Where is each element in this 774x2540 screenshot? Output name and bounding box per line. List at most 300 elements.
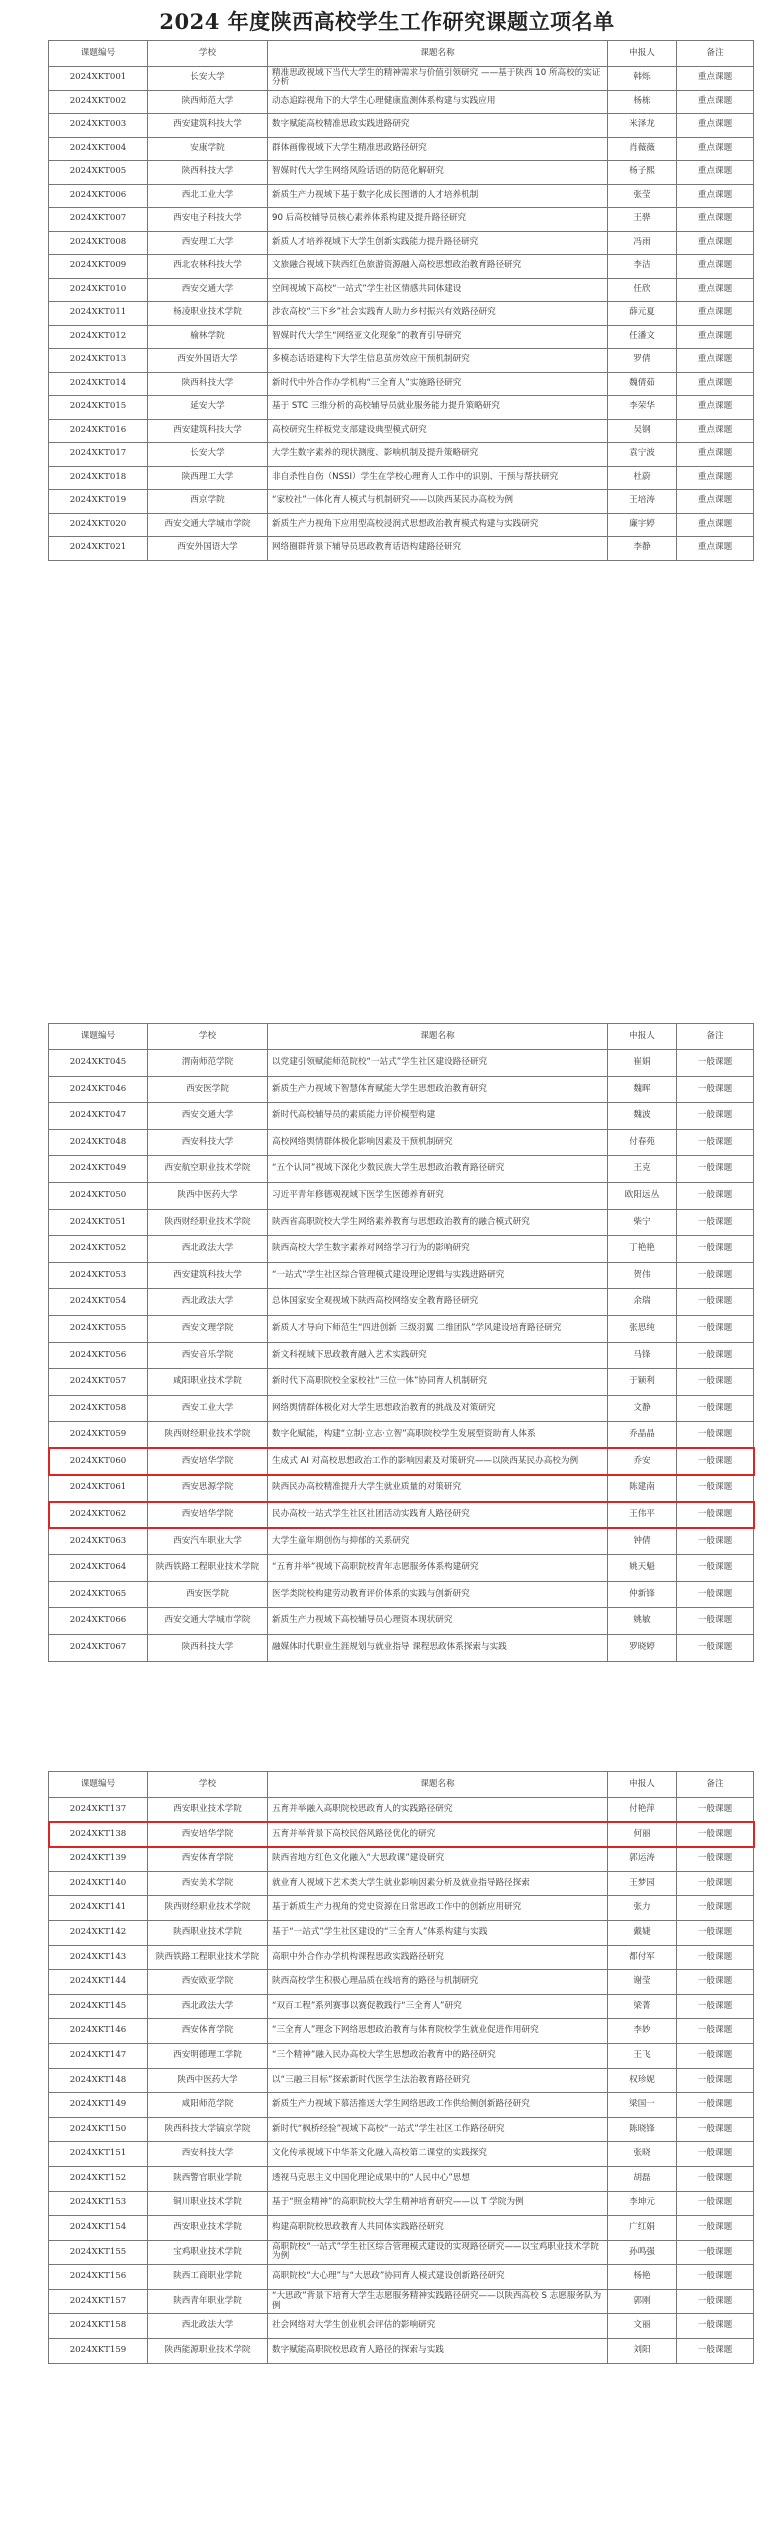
cell-note: 一般课题 xyxy=(677,1076,754,1103)
cell-applicant: 张力 xyxy=(608,1896,677,1921)
cell-school: 西安科技大学 xyxy=(148,1129,268,1156)
table-row xyxy=(49,1635,754,1662)
table-row xyxy=(49,396,754,420)
cell-code: 2024XKT018 xyxy=(49,466,148,490)
cell-code: 2024XKT139 xyxy=(49,1847,148,1872)
cell-school: 陕西科技大学 xyxy=(148,372,268,396)
cell-school: 西安体育学院 xyxy=(148,1847,268,1872)
cell-title: “三全育人”理念下网络思想政治教育与体育院校学生就业促进作用研究 xyxy=(268,2019,608,2044)
cell-school: 陕西铁路工程职业技术学院 xyxy=(148,1555,268,1582)
cell-note: 一般课题 xyxy=(677,2216,754,2241)
cell-school: 西安理工大学 xyxy=(148,231,268,255)
cell-code: 2024XKT143 xyxy=(49,1945,148,1970)
cell-title: 高职院校“一站式”学生社区综合管理模式建设的实现路径研究——以宝鸡职业技术学院为例 xyxy=(268,2240,608,2265)
cell-title: 五育并举融入高职院校思政育人的实践路径研究 xyxy=(268,1798,608,1823)
table-header-row xyxy=(49,1772,754,1798)
cell-title: 医学类院校构建劳动教育评价体系的实践与创新研究 xyxy=(268,1581,608,1608)
cell-applicant: 柴宁 xyxy=(608,1209,677,1236)
cell-code: 2024XKT007 xyxy=(49,208,148,232)
table-row xyxy=(49,1262,754,1289)
cell-school: 西北农林科技大学 xyxy=(148,255,268,279)
table-row xyxy=(49,513,754,537)
cell-note: 重点课题 xyxy=(677,537,754,561)
cell-title: 90 后高校辅导员核心素养体系构建及提升路径研究 xyxy=(268,208,608,232)
cell-title: 新时代中外合作办学机构“三全育人”实施路径研究 xyxy=(268,372,608,396)
cell-note: 一般课题 xyxy=(677,2191,754,2216)
cell-code: 2024XKT142 xyxy=(49,1920,148,1945)
table-row xyxy=(49,1581,754,1608)
cell-note: 重点课题 xyxy=(677,396,754,420)
cell-note: 重点课题 xyxy=(677,372,754,396)
column-header: 学校 xyxy=(148,1772,268,1798)
cell-note: 重点课题 xyxy=(677,466,754,490)
cell-school: 陕西警官职业学院 xyxy=(148,2166,268,2191)
cell-title: 基于“一站式”学生社区建设的“三全育人”体系构建与实践 xyxy=(268,1920,608,1945)
cell-school: 陕西科技大学 xyxy=(148,161,268,185)
cell-note: 一般课题 xyxy=(677,2142,754,2167)
cell-title: 高职院校“大心理”与“大思政”协同育人模式建设创新路径研究 xyxy=(268,2265,608,2290)
cell-code: 2024XKT002 xyxy=(49,90,148,114)
cell-title: 以“三融三目标”探索新时代医学生法治教育路径研究 xyxy=(268,2068,608,2093)
column-header: 课题名称 xyxy=(268,1024,608,1050)
cell-applicant: 仲新锋 xyxy=(608,1581,677,1608)
cell-note: 重点课题 xyxy=(677,278,754,302)
cell-note: 重点课题 xyxy=(677,184,754,208)
cell-note: 一般课题 xyxy=(677,1262,754,1289)
cell-school: 西安电子科技大学 xyxy=(148,208,268,232)
cell-applicant: 李妙 xyxy=(608,2019,677,2044)
cell-applicant: 郭刚 xyxy=(608,2289,677,2314)
cell-applicant: 钟倩 xyxy=(608,1528,677,1555)
cell-title: 空间视域下高校“一站式”学生社区情感共同体建设 xyxy=(268,278,608,302)
table-row xyxy=(49,1970,754,1995)
cell-title: “一站式”学生社区综合管理模式建设理论逻辑与实践进路研究 xyxy=(268,1262,608,1289)
cell-note: 重点课题 xyxy=(677,419,754,443)
cell-applicant: 李坤元 xyxy=(608,2191,677,2216)
table-row xyxy=(49,67,754,91)
cell-code: 2024XKT150 xyxy=(49,2117,148,2142)
cell-code: 2024XKT145 xyxy=(49,1994,148,2019)
cell-title: 数字化赋能，构建“立制·立志·立智”高职院校学生发展型资助育人体系 xyxy=(268,1422,608,1449)
cell-applicant: 杨栋 xyxy=(608,90,677,114)
cell-note: 重点课题 xyxy=(677,231,754,255)
cell-code: 2024XKT015 xyxy=(49,396,148,420)
cell-note: 重点课题 xyxy=(677,255,754,279)
cell-title: 智媒时代大学生网络风险话语的防范化解研究 xyxy=(268,161,608,185)
cell-title: 高职中外合作办学机构课程思政实践路径研究 xyxy=(268,1945,608,1970)
table-row xyxy=(49,302,754,326)
cell-note: 一般课题 xyxy=(677,1369,754,1396)
cell-applicant: 胡磊 xyxy=(608,2166,677,2191)
table-row xyxy=(49,208,754,232)
cell-code: 2024XKT001 xyxy=(49,67,148,91)
table-row xyxy=(49,537,754,561)
cell-code: 2024XKT009 xyxy=(49,255,148,279)
cell-note: 一般课题 xyxy=(677,1555,754,1582)
cell-note: 一般课题 xyxy=(677,1395,754,1422)
cell-code: 2024XKT019 xyxy=(49,490,148,514)
table-row xyxy=(49,1395,754,1422)
table-row xyxy=(49,1103,754,1130)
cell-note: 重点课题 xyxy=(677,302,754,326)
cell-code: 2024XKT055 xyxy=(49,1315,148,1342)
cell-code: 2024XKT137 xyxy=(49,1798,148,1823)
cell-code: 2024XKT050 xyxy=(49,1182,148,1209)
cell-title: 群体画像视域下大学生精准思政路径研究 xyxy=(268,137,608,161)
cell-school: 西安工业大学 xyxy=(148,1395,268,1422)
table-row xyxy=(49,2216,754,2241)
cell-code: 2024XKT047 xyxy=(49,1103,148,1130)
cell-title: 数字赋能高校精准思政实践进路研究 xyxy=(268,114,608,138)
table-header-row xyxy=(49,1024,754,1050)
cell-note: 一般课题 xyxy=(677,1050,754,1077)
cell-school: 西安文理学院 xyxy=(148,1315,268,1342)
cell-applicant: 梁菁 xyxy=(608,1994,677,2019)
cell-title: 陕西省地方红色文化融入“大思政课”建设研究 xyxy=(268,1847,608,1872)
cell-code: 2024XKT056 xyxy=(49,1342,148,1369)
table-row-highlighted xyxy=(49,1822,754,1847)
table-row xyxy=(49,2191,754,2216)
cell-applicant: 王培涛 xyxy=(608,490,677,514)
cell-school: 陕西科技大学镐京学院 xyxy=(148,2117,268,2142)
cell-title: 五育并举背景下高校民俗风路径优化的研究 xyxy=(268,1822,608,1847)
table-row xyxy=(49,349,754,373)
column-header: 课题编号 xyxy=(49,1024,148,1050)
cell-note: 一般课题 xyxy=(677,1945,754,1970)
cell-school: 延安大学 xyxy=(148,396,268,420)
table-row xyxy=(49,255,754,279)
cell-applicant: 罗倩 xyxy=(608,349,677,373)
cell-school: 西安外国语大学 xyxy=(148,537,268,561)
cell-applicant: 魏波 xyxy=(608,1103,677,1130)
cell-school: 西安职业技术学院 xyxy=(148,2216,268,2241)
cell-school: 西安欧亚学院 xyxy=(148,1970,268,1995)
cell-note: 重点课题 xyxy=(677,90,754,114)
cell-applicant: 任欣 xyxy=(608,278,677,302)
cell-title: 陕西高校大学生数字素养对网络学习行为的影响研究 xyxy=(268,1236,608,1263)
cell-title: 基于 STC 三维分析的高校辅导员就业服务能力提升策略研究 xyxy=(268,396,608,420)
cell-title: 新时代“枫桥经验”视域下高校“一站式”学生社区工作路径研究 xyxy=(268,2117,608,2142)
cell-applicant: 廉宇婷 xyxy=(608,513,677,537)
cell-code: 2024XKT008 xyxy=(49,231,148,255)
cell-applicant: 姚敏 xyxy=(608,1608,677,1635)
cell-applicant: 余瑞 xyxy=(608,1289,677,1316)
cell-title: “五个认同”视域下深化少数民族大学生思想政治教育路径研究 xyxy=(268,1156,608,1183)
cell-note: 一般课题 xyxy=(677,1896,754,1921)
cell-school: 铜川职业技术学院 xyxy=(148,2191,268,2216)
cell-note: 重点课题 xyxy=(677,208,754,232)
cell-school: 陕西财经职业技术学院 xyxy=(148,1896,268,1921)
cell-title: 陕西省高职院校大学生网络素养教育与思想政治教育的融合模式研究 xyxy=(268,1209,608,1236)
table-row xyxy=(49,1289,754,1316)
cell-applicant: 米泽龙 xyxy=(608,114,677,138)
cell-note: 重点课题 xyxy=(677,513,754,537)
table-row xyxy=(49,1945,754,1970)
cell-title: 总体国家安全观视域下陕西高校网络安全教育路径研究 xyxy=(268,1289,608,1316)
cell-title: 数字赋能高职院校思政育人路径的探索与实践 xyxy=(268,2339,608,2364)
cell-applicant: 文静 xyxy=(608,1395,677,1422)
cell-note: 一般课题 xyxy=(677,1822,754,1847)
cell-applicant: 贺伟 xyxy=(608,1262,677,1289)
cell-school: 陕西财经职业技术学院 xyxy=(148,1209,268,1236)
cell-note: 一般课题 xyxy=(677,2117,754,2142)
cell-applicant: 乔安 xyxy=(608,1448,677,1475)
cell-note: 一般课题 xyxy=(677,1289,754,1316)
column-header: 课题编号 xyxy=(49,41,148,67)
cell-applicant: 孙鸣强 xyxy=(608,2240,677,2265)
cell-code: 2024XKT052 xyxy=(49,1236,148,1263)
cell-applicant: 杨子熙 xyxy=(608,161,677,185)
cell-school: 长安大学 xyxy=(148,67,268,91)
table-row xyxy=(49,161,754,185)
table-row xyxy=(49,1896,754,1921)
cell-code: 2024XKT153 xyxy=(49,2191,148,2216)
cell-code: 2024XKT064 xyxy=(49,1555,148,1582)
table-row xyxy=(49,1528,754,1555)
cell-school: 西安明德理工学院 xyxy=(148,2043,268,2068)
cell-school: 陕西中医药大学 xyxy=(148,2068,268,2093)
cell-code: 2024XKT156 xyxy=(49,2265,148,2290)
table-row-highlighted xyxy=(49,1448,754,1475)
cell-title: 网络舆情群体极化对大学生思想政治教育的挑战及对策研究 xyxy=(268,1395,608,1422)
cell-applicant: 何丽 xyxy=(608,1822,677,1847)
cell-title: 文旅融合视域下陕西红色旅游资源融入高校思想政治教育路径研究 xyxy=(268,255,608,279)
table-row xyxy=(49,2142,754,2167)
cell-title: 新质人才导向下师范生“四进创新 三级羽翼 二维团队”学风建设培育路径研究 xyxy=(268,1315,608,1342)
cell-title: 新文科视域下思政教育融入艺术实践研究 xyxy=(268,1342,608,1369)
table-row xyxy=(49,1475,754,1502)
cell-title: 基于新质生产力视角的党史资源在日常思政工作中的创新应用研究 xyxy=(268,1896,608,1921)
cell-title: 新质生产力视域下高校辅导员心理资本现状研究 xyxy=(268,1608,608,1635)
table-row xyxy=(49,2240,754,2265)
cell-note: 一般课题 xyxy=(677,1103,754,1130)
table-row xyxy=(49,1209,754,1236)
cell-code: 2024XKT147 xyxy=(49,2043,148,2068)
column-header: 申报人 xyxy=(608,1024,677,1050)
cell-note: 一般课题 xyxy=(677,2339,754,2364)
cell-school: 西安建筑科技大学 xyxy=(148,114,268,138)
cell-title: 习近平青年修德观视域下医学生医德养育研究 xyxy=(268,1182,608,1209)
table-row xyxy=(49,2117,754,2142)
cell-note: 一般课题 xyxy=(677,2166,754,2191)
cell-school: 西北政法大学 xyxy=(148,1289,268,1316)
cell-code: 2024XKT057 xyxy=(49,1369,148,1396)
cell-school: 陕西中医药大学 xyxy=(148,1182,268,1209)
cell-note: 一般课题 xyxy=(677,1994,754,2019)
cell-title: 高校研究生样板党支部建设典型模式研究 xyxy=(268,419,608,443)
table-row xyxy=(49,231,754,255)
cell-applicant: 崔娟 xyxy=(608,1050,677,1077)
table-row xyxy=(49,1129,754,1156)
cell-applicant: 杨艳 xyxy=(608,2265,677,2290)
cell-code: 2024XKT155 xyxy=(49,2240,148,2265)
table-row xyxy=(49,1076,754,1103)
cell-code: 2024XKT066 xyxy=(49,1608,148,1635)
cell-note: 重点课题 xyxy=(677,137,754,161)
cell-applicant: 陈晓锋 xyxy=(608,2117,677,2142)
cell-applicant: 刘阳 xyxy=(608,2339,677,2364)
cell-applicant: 罗晓婷 xyxy=(608,1635,677,1662)
cell-applicant: 郭运涛 xyxy=(608,1847,677,1872)
cell-applicant: 魏倩茹 xyxy=(608,372,677,396)
cell-title: 智媒时代大学生“网络亚文化现象”的教育引导研究 xyxy=(268,325,608,349)
cell-code: 2024XKT005 xyxy=(49,161,148,185)
cell-school: 西安培华学院 xyxy=(148,1502,268,1529)
cell-school: 陕西职业技术学院 xyxy=(148,1920,268,1945)
column-header: 申报人 xyxy=(608,41,677,67)
cell-applicant: 王骅 xyxy=(608,208,677,232)
cell-code: 2024XKT149 xyxy=(49,2093,148,2118)
cell-code: 2024XKT051 xyxy=(49,1209,148,1236)
cell-code: 2024XKT154 xyxy=(49,2216,148,2241)
table-row xyxy=(49,419,754,443)
cell-school: 陕西理工大学 xyxy=(148,466,268,490)
cell-school: 西北政法大学 xyxy=(148,1994,268,2019)
cell-note: 重点课题 xyxy=(677,161,754,185)
cell-school: 安康学院 xyxy=(148,137,268,161)
cell-title: 新质生产力视域下基于数字化成长图谱的人才培养机制 xyxy=(268,184,608,208)
cell-title: 陕西高校学生积极心理品质在线培育的路径与机制研究 xyxy=(268,1970,608,1995)
cell-applicant: 张思纯 xyxy=(608,1315,677,1342)
table-row xyxy=(49,2043,754,2068)
cell-applicant: 戴婕 xyxy=(608,1920,677,1945)
cell-code: 2024XKT065 xyxy=(49,1581,148,1608)
table-row xyxy=(49,2289,754,2314)
cell-applicant: 于颖利 xyxy=(608,1369,677,1396)
cell-note: 一般课题 xyxy=(677,1528,754,1555)
cell-note: 一般课题 xyxy=(677,1920,754,1945)
table-header-row xyxy=(49,41,754,67)
cell-applicant: 付艳萍 xyxy=(608,1798,677,1823)
cell-school: 西安医学院 xyxy=(148,1076,268,1103)
cell-title: 基于“照金精神”的高职院校大学生精神培育研究——以 T 学院为例 xyxy=(268,2191,608,2216)
column-header: 备注 xyxy=(677,1024,754,1050)
cell-applicant: 魏晖 xyxy=(608,1076,677,1103)
cell-code: 2024XKT010 xyxy=(49,278,148,302)
cell-note: 一般课题 xyxy=(677,1475,754,1502)
cell-school: 西安美术学院 xyxy=(148,1871,268,1896)
cell-school: 宝鸡职业技术学院 xyxy=(148,2240,268,2265)
table-row xyxy=(49,1994,754,2019)
cell-school: 陕西铁路工程职业技术学院 xyxy=(148,1945,268,1970)
cell-school: 西安职业技术学院 xyxy=(148,1798,268,1823)
cell-applicant: 李洁 xyxy=(608,255,677,279)
cell-note: 一般课题 xyxy=(677,1581,754,1608)
cell-title: 新质生产力视角下应用型高校浸润式思想政治教育模式构建与实践研究 xyxy=(268,513,608,537)
cell-school: 西安汽车职业大学 xyxy=(148,1528,268,1555)
table-row xyxy=(49,2265,754,2290)
cell-title: 就业育人视域下艺术类大学生就业影响因素分析及就业指导路径探索 xyxy=(268,1871,608,1896)
cell-applicant: 袁宁波 xyxy=(608,443,677,467)
cell-code: 2024XKT045 xyxy=(49,1050,148,1077)
column-header: 学校 xyxy=(148,41,268,67)
table-row xyxy=(49,137,754,161)
cell-school: 西京学院 xyxy=(148,490,268,514)
table-row xyxy=(49,372,754,396)
table-row xyxy=(49,1798,754,1823)
cell-code: 2024XKT053 xyxy=(49,1262,148,1289)
cell-title: “家校社”一体化育人模式与机制研究——以陕西某民办高校为例 xyxy=(268,490,608,514)
table-row xyxy=(49,1156,754,1183)
table-row xyxy=(49,1236,754,1263)
cell-code: 2024XKT014 xyxy=(49,372,148,396)
cell-note: 一般课题 xyxy=(677,1156,754,1183)
cell-applicant: 王梦园 xyxy=(608,1871,677,1896)
projects-table xyxy=(48,1771,754,2364)
table-row xyxy=(49,1920,754,1945)
cell-note: 一般课题 xyxy=(677,2314,754,2339)
cell-code: 2024XKT152 xyxy=(49,2166,148,2191)
cell-note: 重点课题 xyxy=(677,490,754,514)
cell-note: 一般课题 xyxy=(677,2093,754,2118)
cell-code: 2024XKT062 xyxy=(49,1502,148,1529)
cell-title: 新质生产力视域下智慧体育赋能大学生思想政治教育研究 xyxy=(268,1076,608,1103)
cell-title: 高校网络舆情群体极化影响因素及干预机制研究 xyxy=(268,1129,608,1156)
cell-note: 一般课题 xyxy=(677,1342,754,1369)
table-row xyxy=(49,2166,754,2191)
cell-school: 咸阳师范学院 xyxy=(148,2093,268,2118)
table-row xyxy=(49,1182,754,1209)
cell-applicant: 薛元夏 xyxy=(608,302,677,326)
cell-school: 杨凌职业技术学院 xyxy=(148,302,268,326)
cell-school: 西安音乐学院 xyxy=(148,1342,268,1369)
cell-applicant: 任潘文 xyxy=(608,325,677,349)
cell-applicant: 陈建南 xyxy=(608,1475,677,1502)
cell-code: 2024XKT013 xyxy=(49,349,148,373)
cell-code: 2024XKT158 xyxy=(49,2314,148,2339)
column-header: 备注 xyxy=(677,41,754,67)
table-row xyxy=(49,1369,754,1396)
table-row xyxy=(49,2314,754,2339)
cell-school: 西北政法大学 xyxy=(148,2314,268,2339)
table-section-general-projects-2 xyxy=(48,1771,733,2364)
cell-school: 长安大学 xyxy=(148,443,268,467)
cell-note: 一般课题 xyxy=(677,1847,754,1872)
cell-school: 西安航空职业技术学院 xyxy=(148,1156,268,1183)
cell-school: 陕西青年职业学院 xyxy=(148,2289,268,2314)
table-row-highlighted xyxy=(49,1502,754,1529)
table-row xyxy=(49,490,754,514)
column-header: 课题名称 xyxy=(268,1772,608,1798)
table-row xyxy=(49,1555,754,1582)
cell-note: 重点课题 xyxy=(677,325,754,349)
cell-code: 2024XKT140 xyxy=(49,1871,148,1896)
cell-applicant: 权珍妮 xyxy=(608,2068,677,2093)
cell-title: 生成式 AI 对高校思想政治工作的影响因素及对策研究——以陕西某民办高校为例 xyxy=(268,1448,608,1475)
cell-applicant: 文丽 xyxy=(608,2314,677,2339)
cell-applicant: 谢莹 xyxy=(608,1970,677,1995)
cell-note: 重点课题 xyxy=(677,67,754,91)
cell-code: 2024XKT049 xyxy=(49,1156,148,1183)
table-row xyxy=(49,1315,754,1342)
cell-note: 重点课题 xyxy=(677,443,754,467)
cell-note: 一般课题 xyxy=(677,1315,754,1342)
cell-code: 2024XKT046 xyxy=(49,1076,148,1103)
cell-school: 西安培华学院 xyxy=(148,1822,268,1847)
cell-code: 2024XKT058 xyxy=(49,1395,148,1422)
cell-applicant: 韩烁 xyxy=(608,67,677,91)
cell-code: 2024XKT059 xyxy=(49,1422,148,1449)
cell-note: 一般课题 xyxy=(677,2240,754,2265)
cell-note: 一般课题 xyxy=(677,1502,754,1529)
table-row xyxy=(49,2068,754,2093)
cell-note: 一般课题 xyxy=(677,1448,754,1475)
cell-applicant: 张莹 xyxy=(608,184,677,208)
table-row xyxy=(49,1342,754,1369)
cell-note: 一般课题 xyxy=(677,1209,754,1236)
cell-code: 2024XKT017 xyxy=(49,443,148,467)
cell-applicant: 乔晶晶 xyxy=(608,1422,677,1449)
